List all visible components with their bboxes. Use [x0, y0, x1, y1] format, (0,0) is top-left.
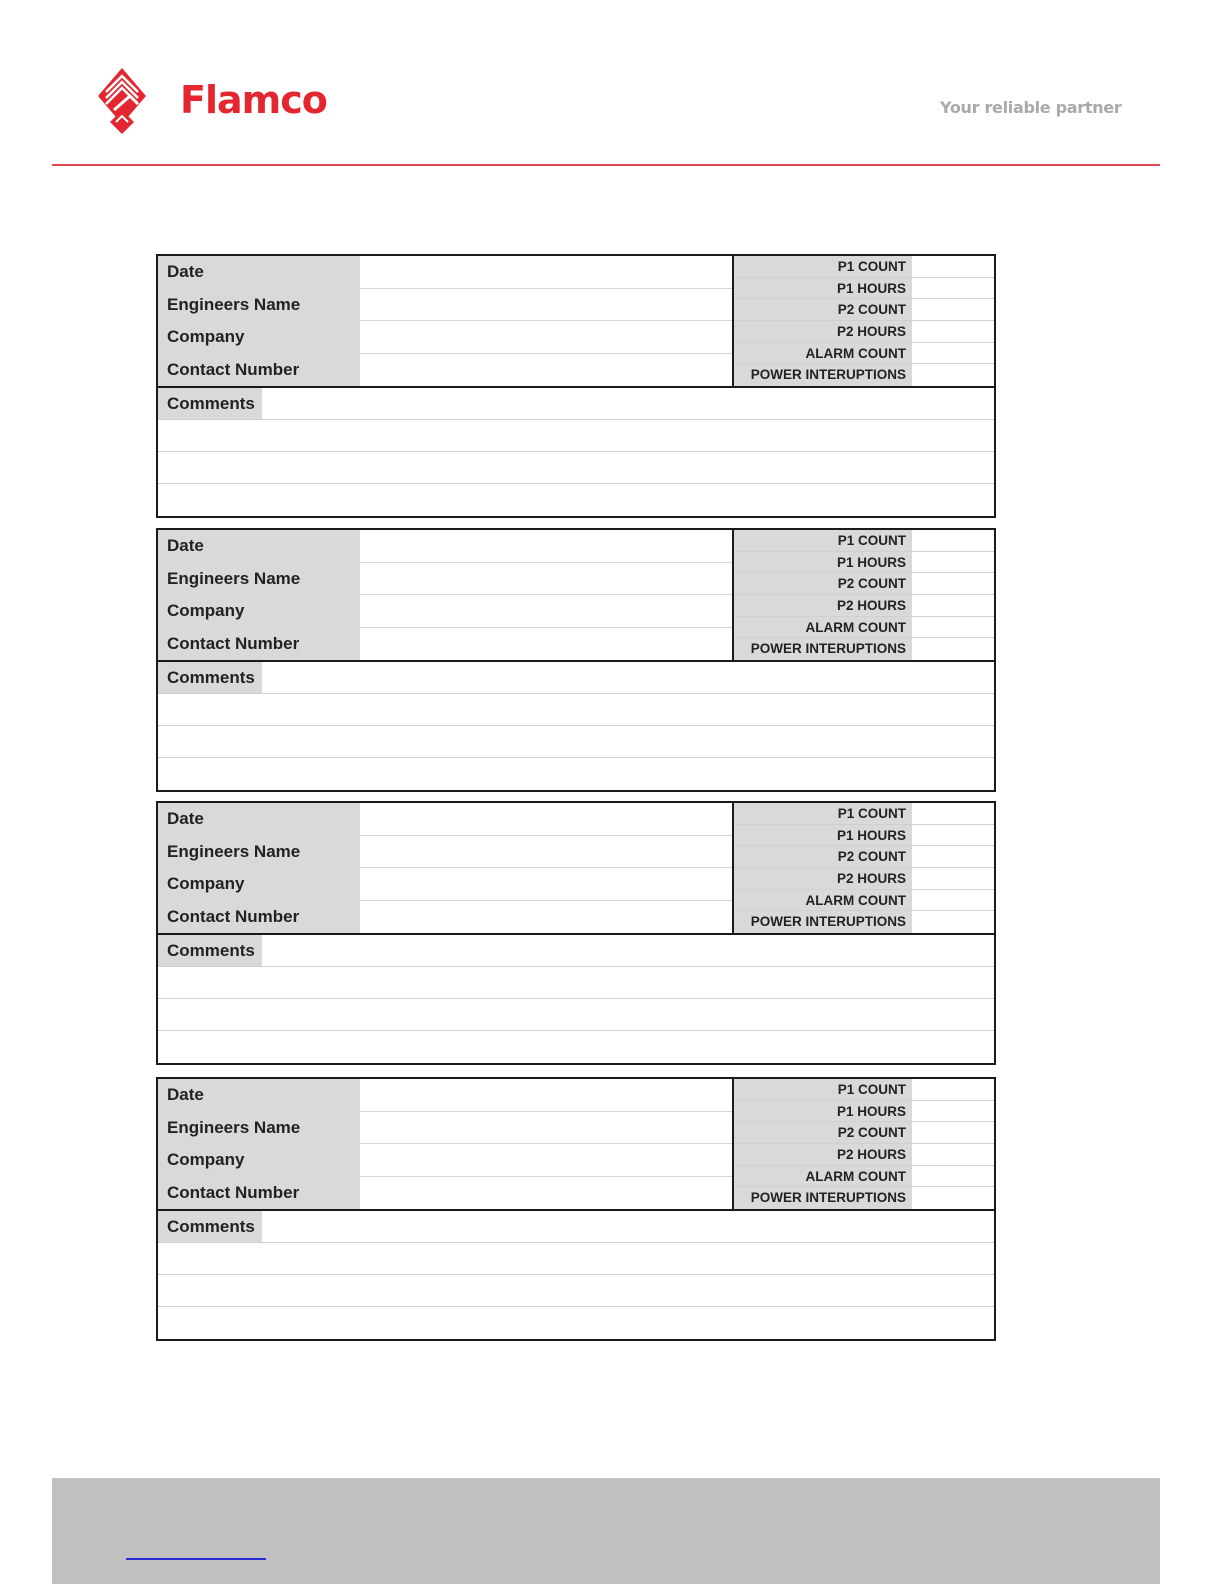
- comments-line[interactable]: [158, 999, 994, 1031]
- tagline: Your reliable partner: [940, 98, 1122, 117]
- field-row-date: [158, 256, 732, 289]
- power-interuptions-input[interactable]: [912, 1187, 994, 1209]
- p2-hours-input[interactable]: [912, 868, 994, 889]
- field-label: Company: [158, 595, 360, 627]
- form-details: [158, 256, 994, 388]
- counter-row-p2-hours: [734, 868, 994, 890]
- p1-count-input[interactable]: [912, 530, 994, 551]
- comments-row[interactable]: [158, 662, 994, 694]
- counter-row-p1-count: [734, 256, 994, 278]
- power-interuptions-input[interactable]: [912, 364, 994, 386]
- form-details: [158, 1079, 994, 1211]
- field-label: Date: [158, 530, 360, 562]
- comments-section: [158, 662, 994, 790]
- counter-panel: [732, 803, 994, 933]
- counter-row-power-interuptions: [734, 1187, 994, 1209]
- engineers-name-input[interactable]: [360, 836, 732, 868]
- counter-row-p2-hours: [734, 595, 994, 617]
- alarm-count-input[interactable]: [912, 617, 994, 638]
- counter-label: P1 HOURS: [734, 278, 912, 299]
- counter-label: P1 HOURS: [734, 552, 912, 573]
- field-label: Engineers Name: [158, 563, 360, 595]
- field-row-contact-number: [158, 901, 732, 934]
- alarm-count-input[interactable]: [912, 343, 994, 364]
- p2-count-input[interactable]: [912, 299, 994, 320]
- counter-row-p2-count: [734, 1122, 994, 1144]
- field-row-contact-number: [158, 1177, 732, 1210]
- header-divider: [52, 164, 1160, 166]
- field-label: Engineers Name: [158, 836, 360, 868]
- counter-row-p2-count: [734, 573, 994, 595]
- counter-label: ALARM COUNT: [734, 890, 912, 911]
- field-row-engineers-name: [158, 563, 732, 596]
- counter-label: P1 COUNT: [734, 803, 912, 824]
- comments-label: Comments: [158, 662, 262, 693]
- field-label: Company: [158, 868, 360, 900]
- p2-hours-input[interactable]: [912, 595, 994, 616]
- log-form-2: [156, 528, 996, 792]
- counter-label: P1 HOURS: [734, 1101, 912, 1122]
- counter-row-p1-hours: [734, 1101, 994, 1123]
- counter-label: P2 HOURS: [734, 868, 912, 889]
- counter-label: P2 HOURS: [734, 321, 912, 342]
- power-interuptions-input[interactable]: [912, 638, 994, 660]
- counter-row-p1-hours: [734, 278, 994, 300]
- counter-row-p1-hours: [734, 825, 994, 847]
- company-input[interactable]: [360, 595, 732, 627]
- field-row-contact-number: [158, 628, 732, 661]
- field-label: Company: [158, 1144, 360, 1176]
- field-row-engineers-name: [158, 289, 732, 322]
- counter-label: P2 COUNT: [734, 299, 912, 320]
- field-label: Date: [158, 803, 360, 835]
- field-label: Contact Number: [158, 354, 360, 387]
- counter-row-power-interuptions: [734, 911, 994, 933]
- comments-row[interactable]: [158, 935, 994, 967]
- p1-hours-input[interactable]: [912, 278, 994, 299]
- field-row-date: [158, 530, 732, 563]
- comments-row[interactable]: [158, 388, 994, 420]
- counter-row-p1-count: [734, 1079, 994, 1101]
- date-input[interactable]: [360, 803, 732, 835]
- engineers-name-input[interactable]: [360, 563, 732, 595]
- counter-label: P1 COUNT: [734, 530, 912, 551]
- page-header: [0, 0, 1224, 170]
- field-label: Engineers Name: [158, 1112, 360, 1144]
- comments-label: Comments: [158, 388, 262, 419]
- field-label: Contact Number: [158, 1177, 360, 1210]
- field-row-date: [158, 803, 732, 836]
- p1-count-input[interactable]: [912, 256, 994, 277]
- flamco-logo-icon: [96, 66, 152, 136]
- counter-row-p1-count: [734, 530, 994, 552]
- counter-row-p2-count: [734, 299, 994, 321]
- p1-hours-input[interactable]: [912, 825, 994, 846]
- engineers-name-input[interactable]: [360, 289, 732, 321]
- counter-row-alarm-count: [734, 617, 994, 639]
- contact-number-input[interactable]: [360, 354, 732, 387]
- comments-line[interactable]: [158, 452, 994, 484]
- engineer-details: [158, 256, 732, 386]
- counter-label: POWER INTERUPTIONS: [734, 364, 912, 386]
- power-interuptions-input[interactable]: [912, 911, 994, 933]
- field-row-engineers-name: [158, 836, 732, 869]
- company-input[interactable]: [360, 321, 732, 353]
- counter-label: P2 HOURS: [734, 595, 912, 616]
- comments-label: Comments: [158, 1211, 262, 1242]
- log-form-4: [156, 1077, 996, 1341]
- comments-line[interactable]: [158, 420, 994, 452]
- contact-number-input[interactable]: [360, 901, 732, 934]
- company-input[interactable]: [360, 868, 732, 900]
- counter-row-p2-count: [734, 846, 994, 868]
- counter-row-alarm-count: [734, 343, 994, 365]
- p2-hours-input[interactable]: [912, 321, 994, 342]
- page-footer: [52, 1478, 1160, 1584]
- form-details: [158, 803, 994, 935]
- field-row-engineers-name: [158, 1112, 732, 1145]
- p2-hours-input[interactable]: [912, 1144, 994, 1165]
- comments-section: [158, 935, 994, 1063]
- counter-row-p1-hours: [734, 552, 994, 574]
- field-row-company: [158, 868, 732, 901]
- counter-row-p2-hours: [734, 321, 994, 343]
- counter-label: POWER INTERUPTIONS: [734, 911, 912, 933]
- p1-count-input[interactable]: [912, 803, 994, 824]
- counter-label: P2 HOURS: [734, 1144, 912, 1165]
- field-label: Contact Number: [158, 901, 360, 934]
- comments-line[interactable]: [158, 726, 994, 758]
- date-input[interactable]: [360, 1079, 732, 1111]
- counter-label: POWER INTERUPTIONS: [734, 1187, 912, 1209]
- p1-hours-input[interactable]: [912, 552, 994, 573]
- p2-count-input[interactable]: [912, 846, 994, 867]
- comments-section: [158, 388, 994, 516]
- alarm-count-input[interactable]: [912, 890, 994, 911]
- date-input[interactable]: [360, 256, 732, 288]
- comments-row[interactable]: [158, 1211, 994, 1243]
- field-row-contact-number: [158, 354, 732, 387]
- form-details: [158, 530, 994, 662]
- comments-line[interactable]: [158, 694, 994, 726]
- counter-panel: [732, 1079, 994, 1209]
- counter-label: P2 COUNT: [734, 1122, 912, 1143]
- comments-line[interactable]: [158, 1031, 994, 1063]
- counter-label: P1 COUNT: [734, 256, 912, 277]
- alarm-count-input[interactable]: [912, 1166, 994, 1187]
- date-input[interactable]: [360, 530, 732, 562]
- counter-label: ALARM COUNT: [734, 343, 912, 364]
- field-row-company: [158, 595, 732, 628]
- p2-count-input[interactable]: [912, 573, 994, 594]
- field-row-company: [158, 321, 732, 354]
- engineer-details: [158, 1079, 732, 1209]
- counter-label: ALARM COUNT: [734, 1166, 912, 1187]
- comments-line[interactable]: [158, 758, 994, 790]
- counter-row-alarm-count: [734, 1166, 994, 1188]
- field-label: Date: [158, 1079, 360, 1111]
- engineer-details: [158, 530, 732, 660]
- counter-row-alarm-count: [734, 890, 994, 912]
- footer-link[interactable]: [126, 1558, 266, 1560]
- field-label: Company: [158, 321, 360, 353]
- counter-panel: [732, 530, 994, 660]
- comments-line[interactable]: [158, 1275, 994, 1307]
- comments-label: Comments: [158, 935, 262, 966]
- brand-name: Flamco: [180, 78, 327, 122]
- counter-label: P1 HOURS: [734, 825, 912, 846]
- counter-panel: [732, 256, 994, 386]
- counter-row-power-interuptions: [734, 364, 994, 386]
- field-label: Engineers Name: [158, 289, 360, 321]
- company-input[interactable]: [360, 1144, 732, 1176]
- comments-line[interactable]: [158, 967, 994, 999]
- contact-number-input[interactable]: [360, 628, 732, 661]
- counter-label: P2 COUNT: [734, 846, 912, 867]
- field-label: Contact Number: [158, 628, 360, 661]
- p2-count-input[interactable]: [912, 1122, 994, 1143]
- engineers-name-input[interactable]: [360, 1112, 732, 1144]
- counter-label: P2 COUNT: [734, 573, 912, 594]
- comments-line[interactable]: [158, 1307, 994, 1339]
- field-row-date: [158, 1079, 732, 1112]
- field-row-company: [158, 1144, 732, 1177]
- field-label: Date: [158, 256, 360, 288]
- counter-row-p2-hours: [734, 1144, 994, 1166]
- counter-label: POWER INTERUPTIONS: [734, 638, 912, 660]
- p1-count-input[interactable]: [912, 1079, 994, 1100]
- log-form-1: [156, 254, 996, 518]
- comments-line[interactable]: [158, 1243, 994, 1275]
- counter-row-p1-count: [734, 803, 994, 825]
- contact-number-input[interactable]: [360, 1177, 732, 1210]
- counter-label: P1 COUNT: [734, 1079, 912, 1100]
- comments-line[interactable]: [158, 484, 994, 516]
- counter-label: ALARM COUNT: [734, 617, 912, 638]
- p1-hours-input[interactable]: [912, 1101, 994, 1122]
- engineer-details: [158, 803, 732, 933]
- log-form-3: [156, 801, 996, 1065]
- comments-section: [158, 1211, 994, 1339]
- counter-row-power-interuptions: [734, 638, 994, 660]
